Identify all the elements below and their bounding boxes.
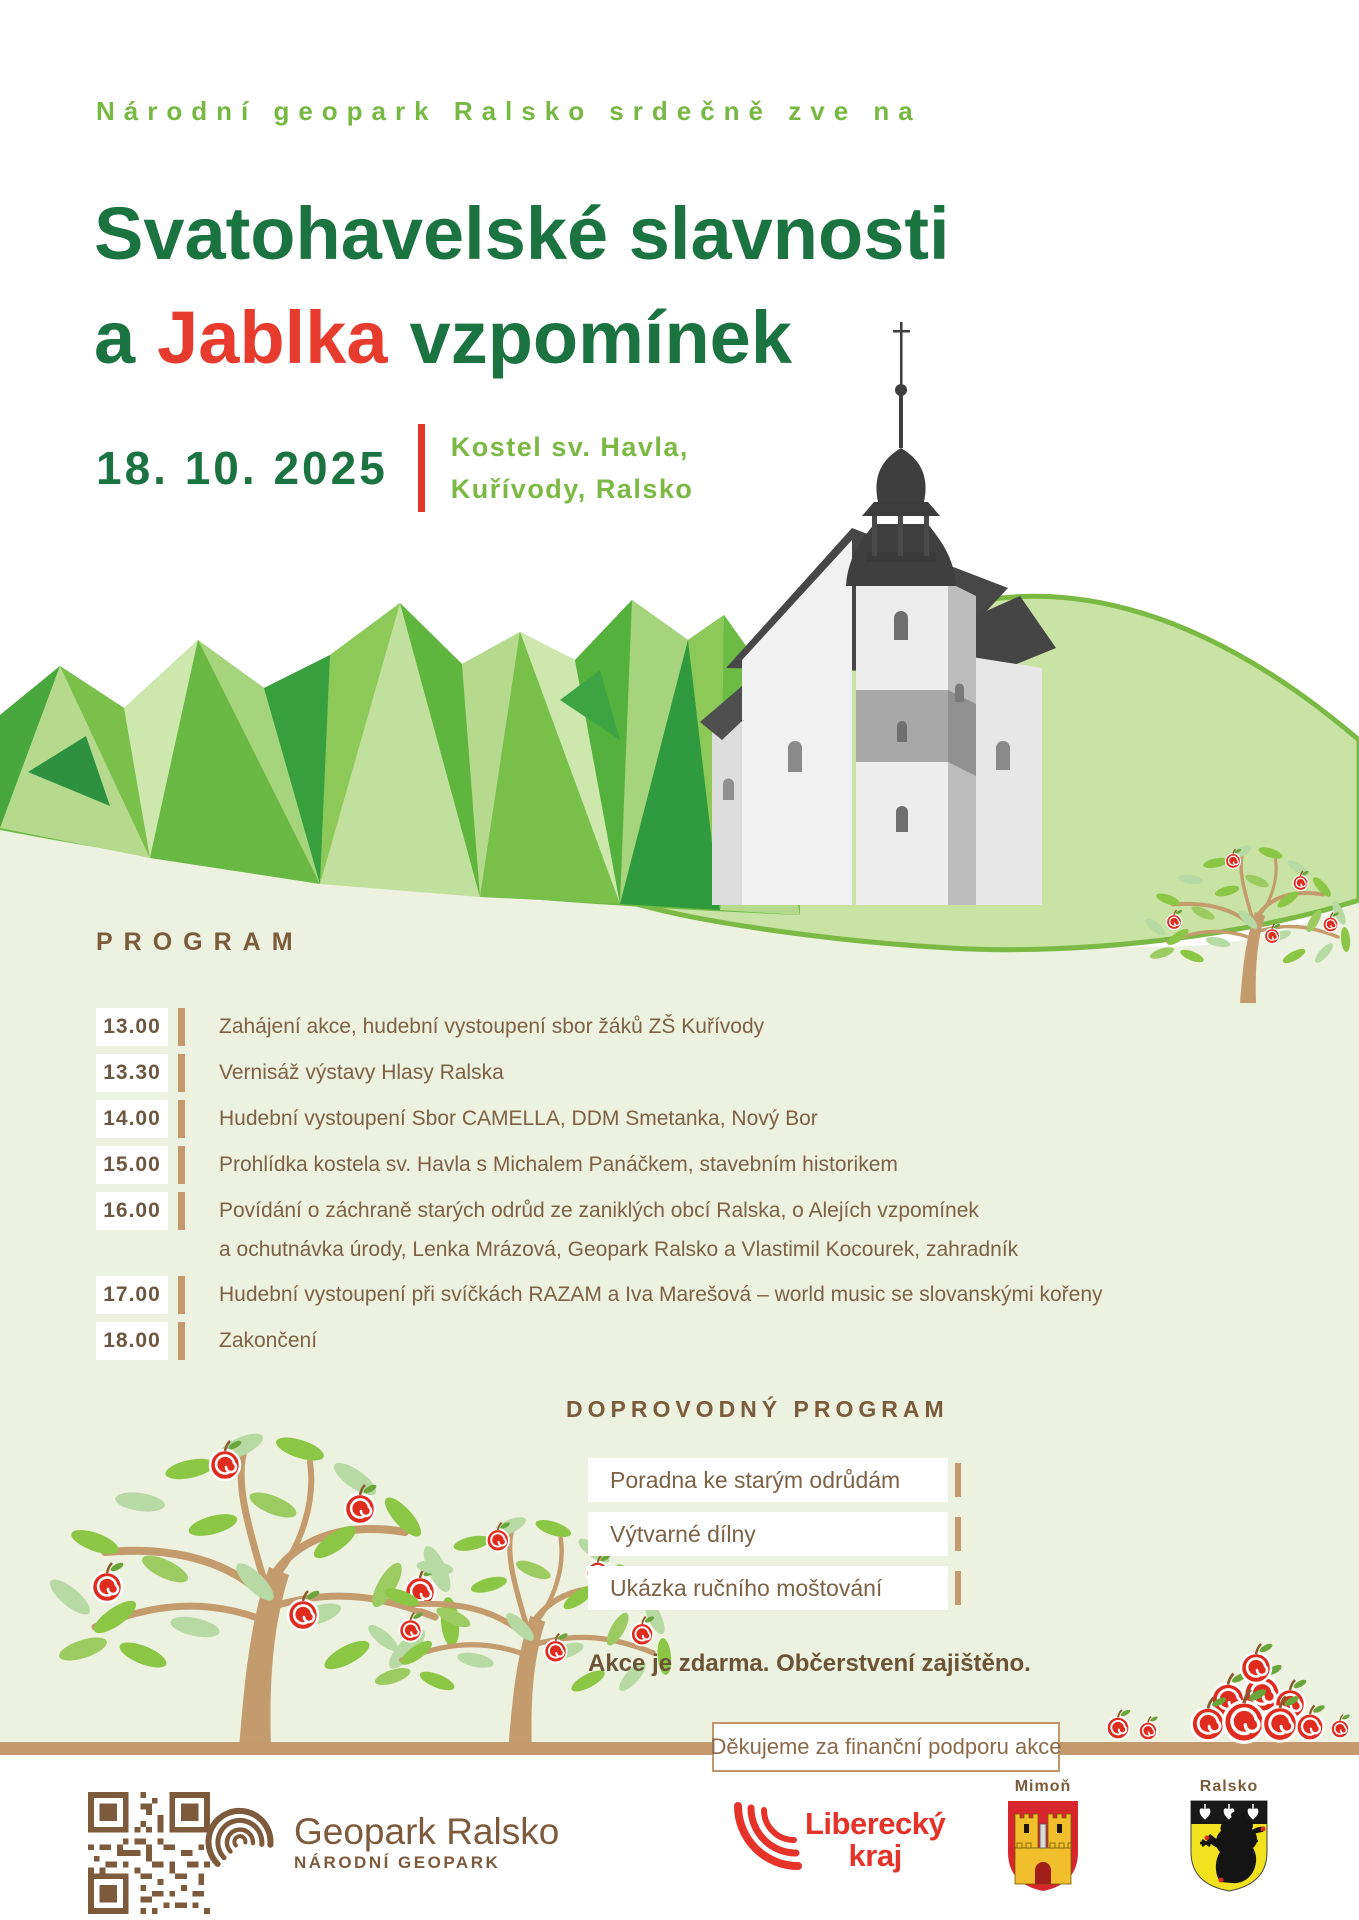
church-illustration	[700, 322, 1056, 905]
title-line2-word-c: vzpomínek	[409, 296, 792, 379]
event-venue	[451, 426, 694, 510]
geopark-logo-text	[294, 1811, 559, 1873]
time-divider-bar	[178, 1054, 185, 1092]
program-row	[96, 1276, 1316, 1314]
program-time: 13.30	[96, 1054, 168, 1092]
ralsko-coat-block	[1186, 1778, 1272, 1897]
liberecky-kraj-arcs-icon	[718, 1798, 803, 1883]
venue-line1: Kostel sv. Havla,	[450, 432, 689, 462]
side-program-item-label: Výtvarné dílny	[610, 1520, 756, 1547]
program-time: 18.00	[96, 1322, 168, 1360]
region-name-line1: Liberecký	[805, 1806, 946, 1841]
time-divider-bar	[178, 1146, 185, 1184]
title-line2-word-a: a	[94, 296, 136, 379]
liberecky-kraj-logo	[718, 1798, 945, 1883]
side-item-bar	[955, 1571, 961, 1605]
ralsko-coat-of-arms	[1190, 1800, 1268, 1892]
program-row	[96, 1322, 1316, 1360]
program-list	[96, 1008, 1316, 1368]
side-program-heading: DOPROVODNÝ PROGRAM	[566, 1396, 949, 1422]
time-divider-bar	[178, 1100, 185, 1138]
venue-line2: Kuřívody, Ralsko	[450, 474, 694, 504]
side-program-list	[588, 1458, 948, 1620]
sponsor-thanks-label: Děkujeme za finanční podporu akce	[710, 1734, 1062, 1759]
mimon-coat-block	[1000, 1778, 1086, 1897]
region-name-line2: kraj	[848, 1838, 902, 1873]
side-program-item	[588, 1566, 948, 1610]
sponsor-thanks-box	[712, 1722, 1060, 1772]
program-row	[96, 1100, 1316, 1138]
program-description: Hudební vystoupení Sbor CAMELLA, DDM Smetanka, Nový Bor	[219, 1107, 818, 1130]
liberecky-kraj-text	[805, 1808, 945, 1872]
program-row-continuation	[96, 1238, 1316, 1262]
program-time: 13.00	[96, 1008, 168, 1046]
program-row	[96, 1054, 1316, 1092]
side-item-bar	[955, 1463, 961, 1497]
ground-line	[0, 1742, 1359, 1755]
geopark-subtitle: NÁRODNÍ GEOPARK	[294, 1853, 501, 1872]
program-description: Hudební vystoupení při svíčkách RAZAM a Iva Marešová – world music se slovanskými kořeny	[219, 1283, 1103, 1306]
program-row	[96, 1146, 1316, 1184]
mimon-label: Mimoň	[1014, 1778, 1072, 1795]
program-description: Vernisáž výstavy Hlasy Ralska	[219, 1061, 504, 1084]
program-description: Povídání o záchraně starých odrůd ze zaniklých obcí Ralska, o Alejích vzpomínek	[219, 1199, 979, 1222]
event-date: 18. 10. 2025	[96, 442, 388, 494]
side-item-bar	[955, 1517, 961, 1551]
title-line2-word-jablka: Jablka	[157, 296, 388, 379]
date-venue-divider	[418, 424, 425, 512]
time-divider-bar	[178, 1008, 185, 1046]
program-row	[96, 1192, 1316, 1230]
geopark-name: Geopark Ralsko	[294, 1811, 560, 1852]
program-time: 14.00	[96, 1100, 168, 1138]
program-row	[96, 1008, 1316, 1046]
ralsko-label: Ralsko	[1199, 1778, 1259, 1795]
program-time: 16.00	[96, 1192, 168, 1230]
free-admission-note: Akce je zdarma. Občerstvení zajištěno.	[588, 1650, 1031, 1677]
mimon-coat-of-arms	[1007, 1800, 1079, 1892]
title-line1: Svatohavelské slavnosti	[94, 192, 950, 275]
side-program-item-label: Poradna ke starým odrůdám	[610, 1466, 901, 1493]
program-heading: PROGRAM	[96, 928, 304, 956]
kicker-line: Národní geopark Ralsko srdečně zve na	[96, 96, 922, 126]
geopark-swirl-icon	[200, 1802, 280, 1882]
side-program-item	[588, 1458, 948, 1502]
side-program-item-label: Ukázka ručního moštování	[610, 1574, 883, 1601]
program-description: Prohlídka kostela sv. Havla s Michalem Panáčkem, stavebním historikem	[219, 1153, 898, 1176]
program-description-continued: a ochutnávka úrody, Lenka Mrázová, Geopark Ralsko a Vlastimil Kocourek, zahradník	[219, 1238, 1019, 1261]
geopark-ralsko-logo	[200, 1802, 559, 1882]
side-program-item	[588, 1512, 948, 1556]
time-divider-bar	[178, 1276, 185, 1314]
program-description: Zahájení akce, hudební vystoupení sbor žáků ZŠ Kuřívody	[219, 1015, 765, 1038]
time-divider-bar	[178, 1322, 185, 1360]
time-divider-bar	[178, 1192, 185, 1230]
event-date-venue	[96, 424, 693, 512]
qr-code	[88, 1792, 210, 1914]
program-description: Zakončení	[219, 1329, 318, 1352]
program-time: 17.00	[96, 1276, 168, 1314]
poster-title	[94, 182, 972, 390]
program-time: 15.00	[96, 1146, 168, 1184]
